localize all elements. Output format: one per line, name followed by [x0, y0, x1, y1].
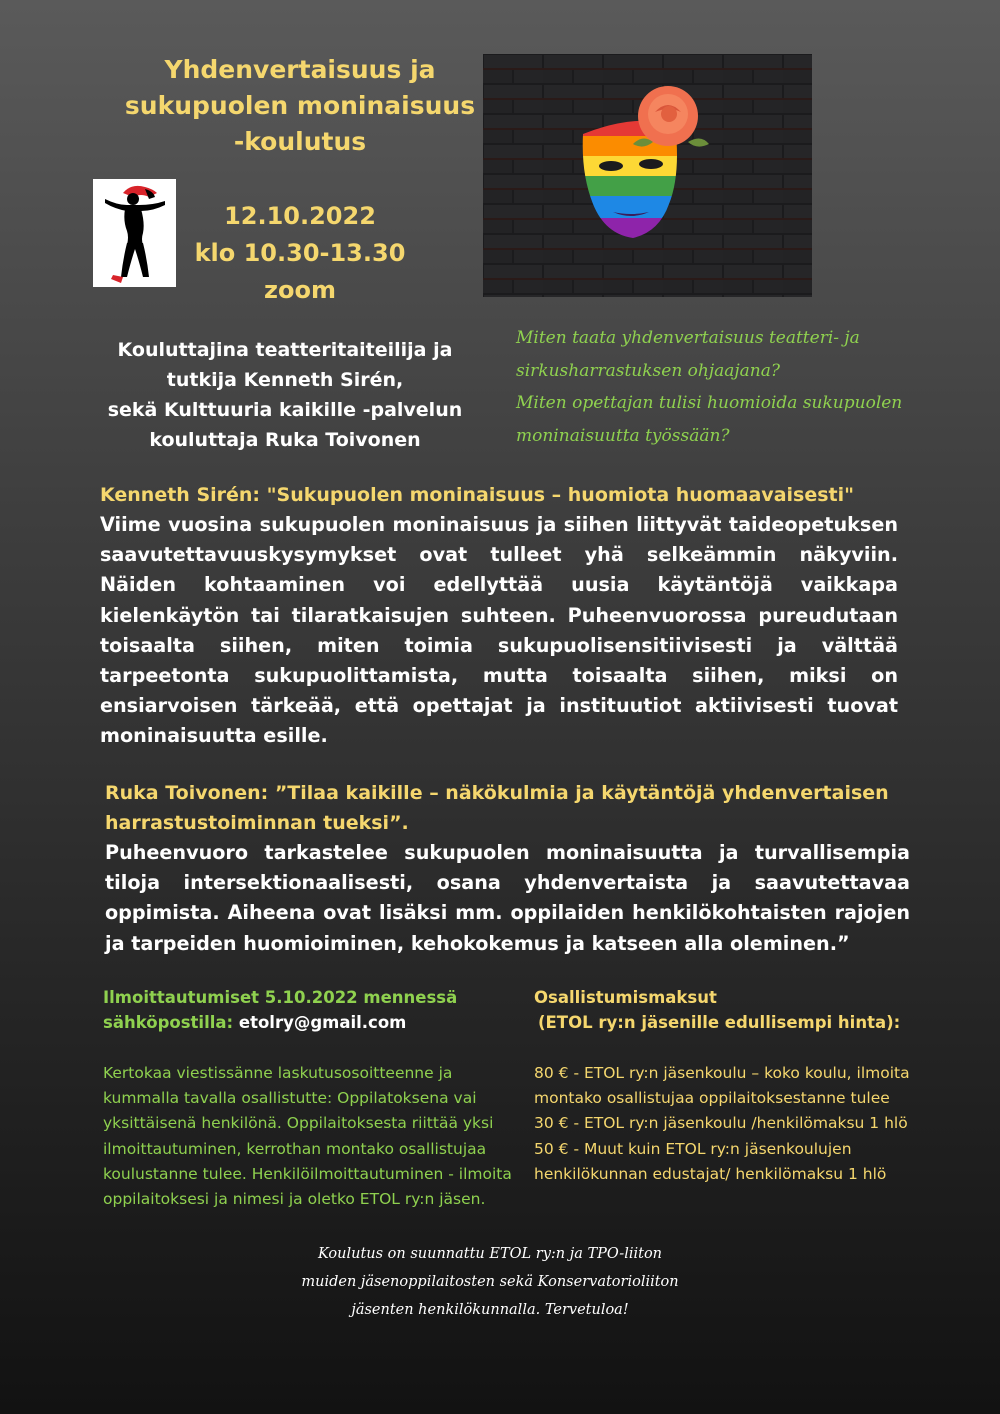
event-title — [110, 52, 490, 160]
fees-subtitle: (ETOL ry:n jäsenille edullisempi hinta): — [538, 1013, 901, 1032]
key-questions — [516, 322, 936, 452]
dancer-logo — [93, 179, 176, 287]
ruka-section — [105, 778, 910, 959]
fee-item-3: 50 € - Muut kuin ETOL ry:n jäsenkoulujen henkilökunnan edustajat/ henkilömaksu 1 hlö — [534, 1139, 887, 1183]
registration-deadline: Ilmoittautumiset 5.10.2022 mennessä — [103, 988, 458, 1007]
kenneth-body: Viime vuosina sukupuolen moninaisuus ja siihen liittyvät taideopetuksen saavutettavuuskysymykset ovat tulleet yhä selkeämmin näkyviin. Näiden kohtaaminen voi edellyttää uusia käytäntöjä vaikkapa kielenkäytön tai tilaratkaisujen suhteen. Puheenvuorossa pureudutaan toisaalta siihen, miten toimia sukupuolisensitiivisesti ja välttää tarpeetonta sukupuolittamista, mutta toisaalta siihen, miksi on ensiarvoisen tärkeää, että opettajat ja instituutiot aktiivisesti tuovat moninaisuutta esille. — [100, 513, 898, 748]
question-line-1: Miten taata yhdenvertaisuus teatteri- ja — [516, 328, 860, 348]
title-line-3: -koulutus — [233, 127, 367, 156]
title-line-1: Yhdenvertaisuus ja — [164, 55, 436, 84]
footer-note — [250, 1240, 730, 1324]
footer-line-3: jäsenten henkilökunnalla. Tervetuloa! — [351, 1302, 629, 1318]
ruka-title: Ruka Toivonen: ”Tilaa kaikille – näkökulmia ja käytäntöjä yhdenvertaisen harrastustoiminnan tueksi”. — [105, 782, 889, 834]
ruka-body: Puheenvuoro tarkastelee sukupuolen moninaisuutta ja turvallisempia tiloja intersektionaalisesti, osana yhdenvertaista ja saavutettavaa oppimista. Aiheena ovat lisäksi mm. oppilaiden henkilökohtaisten rajojen ja tarpeiden huomioiminen, kehokokemus ja katseen alla oleminen.” — [105, 841, 910, 955]
question-line-2: sirkusharrastuksen ohjaajana? — [516, 360, 781, 381]
fee-item-2: 30 € - ETOL ry:n jäsenkoulu /henkilömaksu 1 hlö — [534, 1114, 908, 1133]
rainbow-mask-photo — [483, 54, 812, 297]
fees-heading — [534, 985, 954, 1035]
fees-title: Osallistumismaksut — [534, 988, 717, 1007]
email-label: sähköpostilla: — [103, 1013, 234, 1032]
event-details — [170, 198, 430, 309]
rainbow-mask-icon — [483, 54, 812, 297]
footer-line-2: muiden jäsenoppilaitosten sekä Konservatorioliiton — [301, 1274, 679, 1290]
registration-heading — [103, 985, 503, 1035]
kenneth-title: Kenneth Sirén: "Sukupuolen moninaisuus – huomiota huomaavaisesti" — [100, 484, 855, 506]
question-line-3: Miten opettajan tulisi huomioida sukupuolen — [516, 393, 903, 413]
event-place: zoom — [264, 276, 336, 304]
fee-item-1: 80 € - ETOL ry:n jäsenkoulu – koko koulu, ilmoita montako osallistujaa oppilaitoksestanne tulee — [534, 1064, 910, 1108]
question-line-4: moninaisuutta työssään? — [516, 425, 730, 446]
trainers-line-2: tutkija Kenneth Sirén, — [166, 369, 404, 391]
trainers-intro — [95, 335, 475, 455]
trainers-line-1: Kouluttajina teatteritaiteilija ja — [117, 339, 453, 361]
event-time: klo 10.30-13.30 — [194, 239, 406, 267]
title-line-2: sukupuolen moninaisuus — [124, 91, 476, 120]
email-address[interactable]: etolry@gmail.com — [238, 1013, 407, 1032]
footer-line-1: Koulutus on suunnattu ETOL ry:n ja TPO-liiton — [317, 1246, 663, 1262]
kenneth-section — [100, 480, 898, 752]
event-date: 12.10.2022 — [224, 202, 376, 230]
trainers-line-4: kouluttaja Ruka Toivonen — [149, 429, 421, 451]
fees-list — [534, 1061, 954, 1187]
dancer-logo-icon — [93, 179, 176, 287]
trainers-line-3: sekä Kulttuuria kaikille -palvelun — [107, 399, 463, 421]
registration-info: Kertokaa viestissänne laskutusosoitteenne ja kummalla tavalla osallistutte: Oppilatoksena vai yksittäisenä henkilönä. Oppilaitoksesta riittää yksi ilmoittautuminen, kerrothan montako osallistujaa koulustanne tulee. Henkilöilmoittautuminen - ilmoita oppilaitoksesi ja nimesi ja oletko ETOL ry:n jäsen. — [103, 1064, 512, 1209]
